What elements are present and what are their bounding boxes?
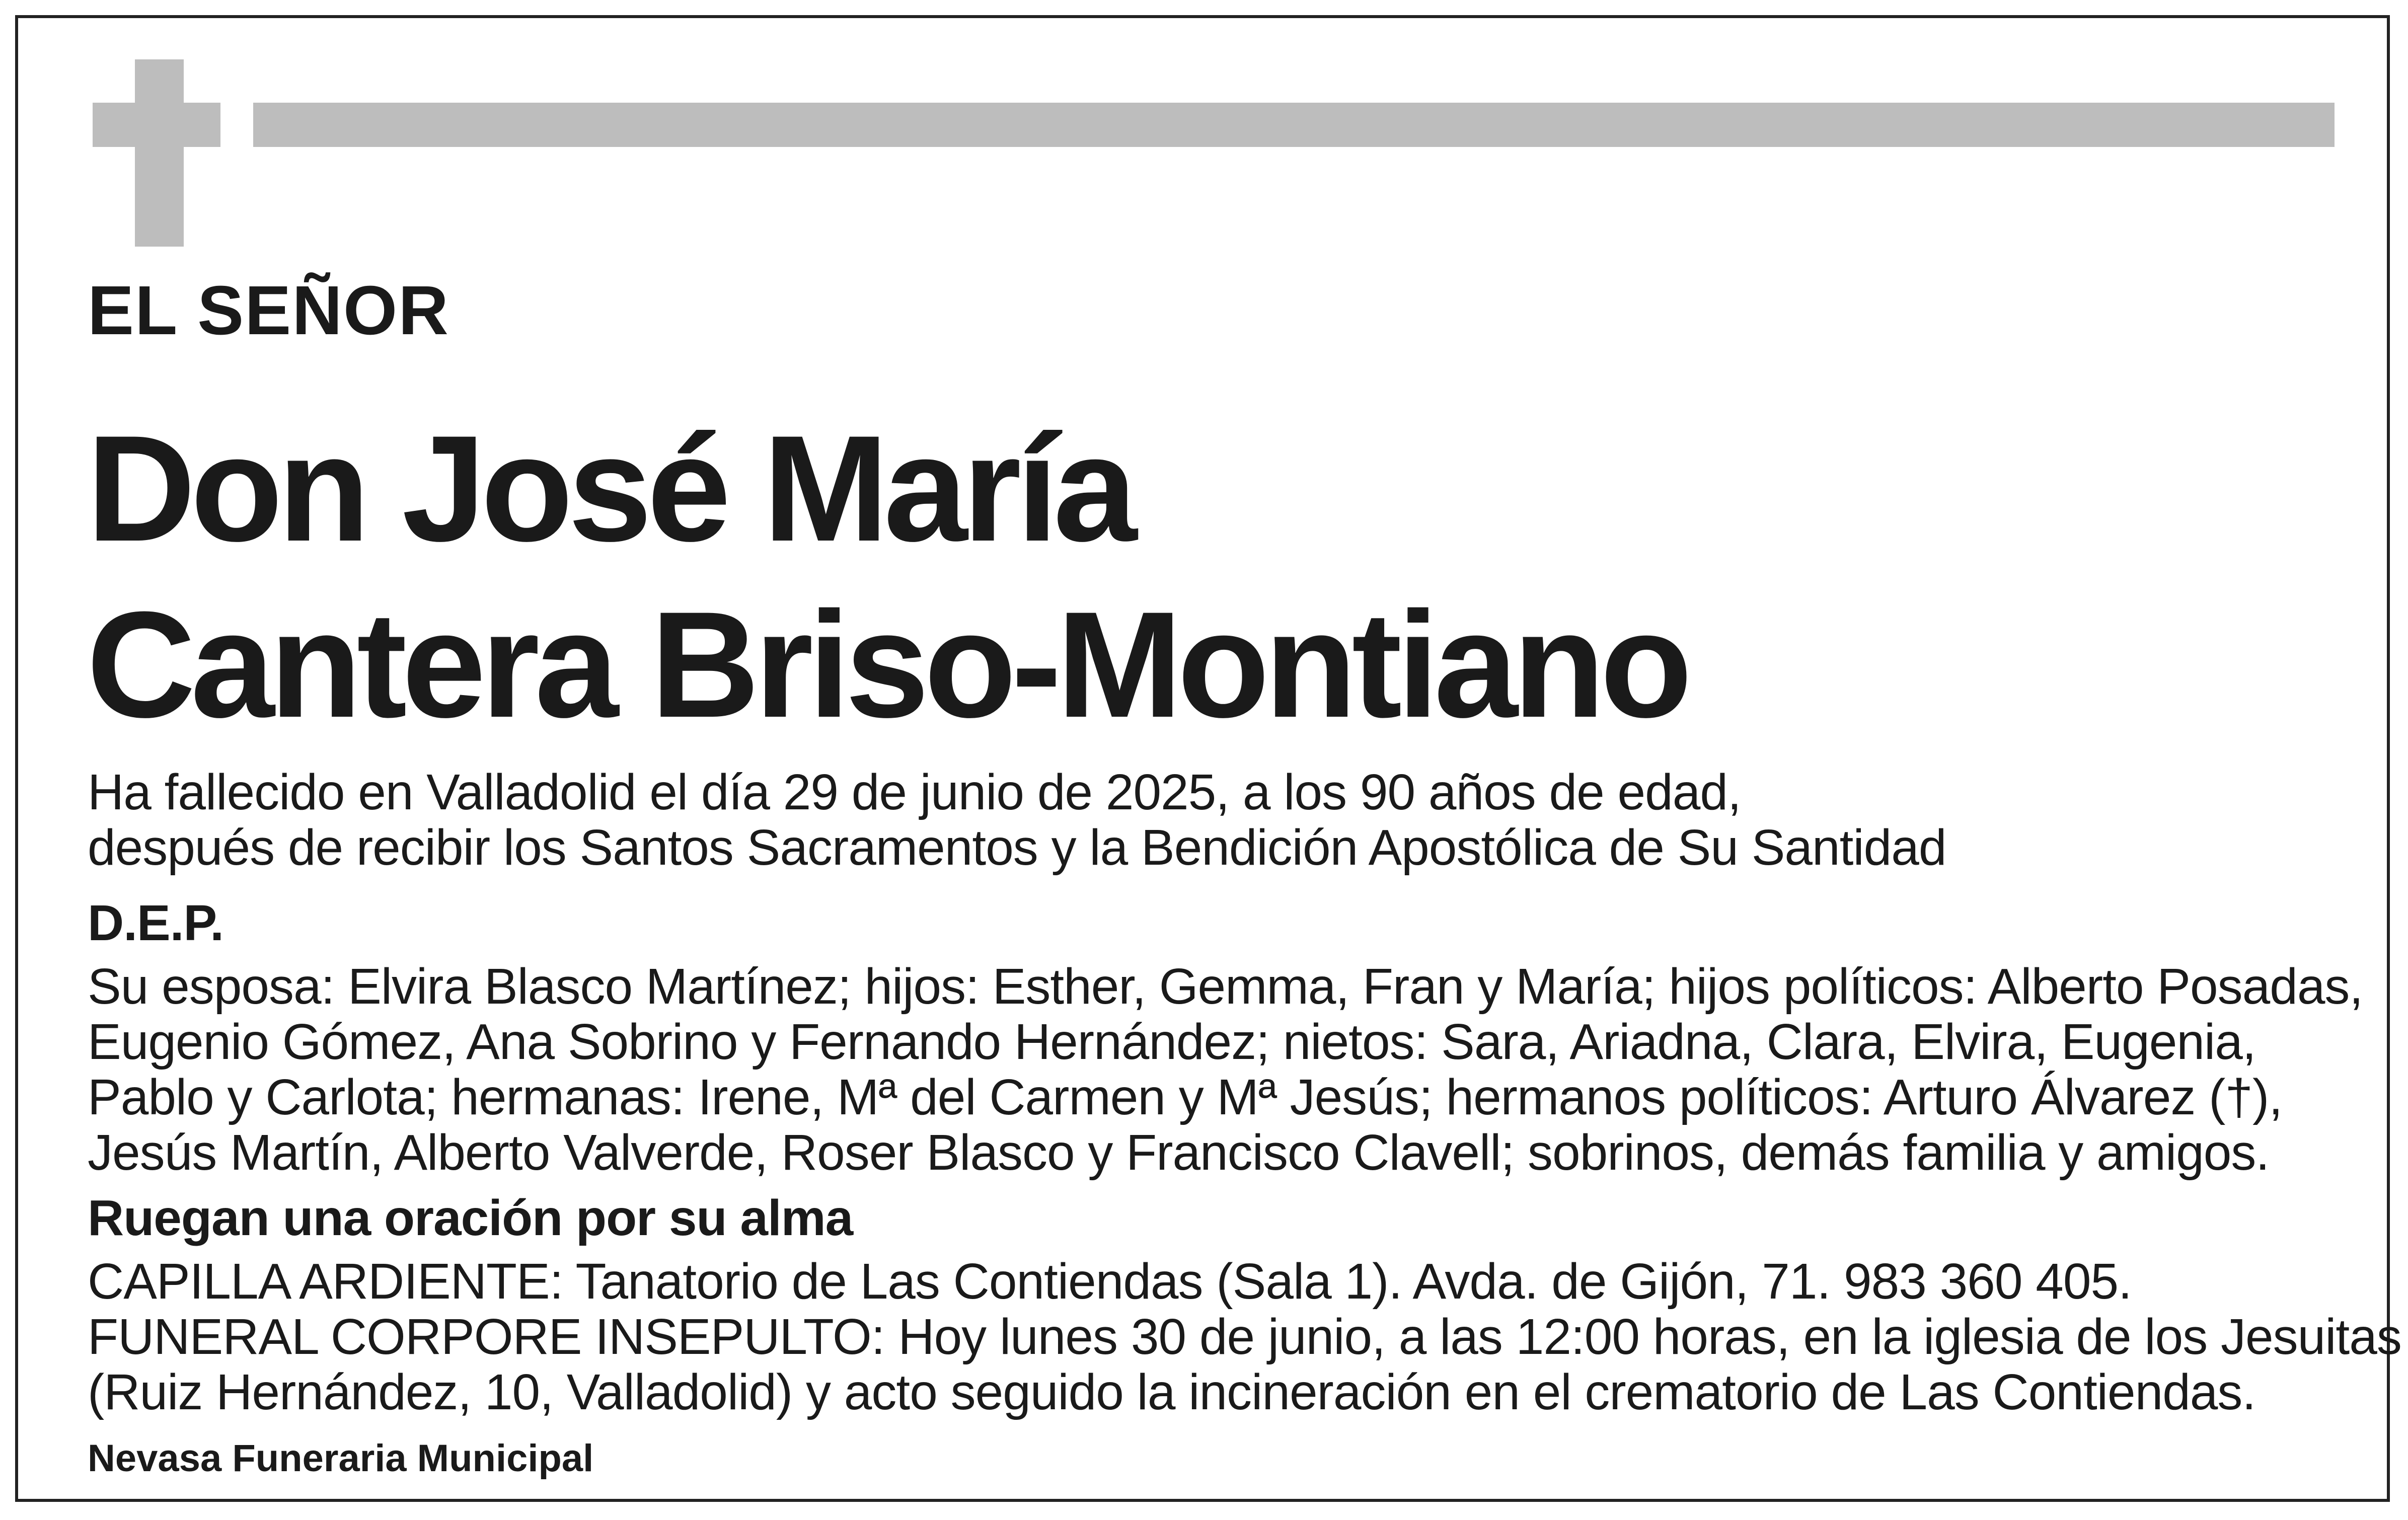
deceased-name-line2: Cantera Briso-Montiano [87,580,1688,749]
title-overline: EL SEÑOR [88,272,449,349]
announcement-line2: después de recibir los Santos Sacramentos y la Bendición Apostólica de Su Santidad [88,819,1946,876]
details-line2: FUNERAL CORPORE INSEPULTO: Hoy lunes 30 de junio, a las 12:00 horas, en la iglesia de los Jesuitas [88,1309,2401,1365]
family-line3: Pablo y Carlota; hermanas: Irene, Mª del Carmen y Mª Jesús; hermanos políticos: Arturo Álvarez (†), [88,1069,2283,1125]
header-bar [253,103,2335,147]
details-line3: (Ruiz Hernández, 10, Valladolid) y acto seguido la incineración en el crematorio de Las Contiendas. [88,1364,2256,1420]
announcement-line1: Ha fallecido en Valladolid el día 29 de junio de 2025, a los 90 años de edad, [88,764,1741,820]
cross-icon [135,59,184,247]
funeral-home: Nevasa Funeraria Municipal [88,1437,594,1480]
family-line4: Jesús Martín, Alberto Valverde, Roser Blasco y Francisco Clavell; sobrinos, demás familia y amigos. [88,1124,2270,1181]
deceased-name-line1: Don José María [87,404,1133,573]
prayer-request: Ruegan una oración por su alma [88,1190,853,1246]
family-line2: Eugenio Gómez, Ana Sobrino y Fernando Hernández; nietos: Sara, Ariadna, Clara, Elvira, Eugenia, [88,1014,2256,1070]
dep-label: D.E.P. [88,895,224,951]
family-line1: Su esposa: Elvira Blasco Martínez; hijos: Esther, Gemma, Fran y María; hijos políticos: Alberto Posadas, [88,958,2363,1015]
details-line1: CAPILLA ARDIENTE: Tanatorio de Las Contiendas (Sala 1). Avda. de Gijón, 71. 983 360 405. [88,1253,2132,1310]
cross-icon-arm [93,103,220,147]
